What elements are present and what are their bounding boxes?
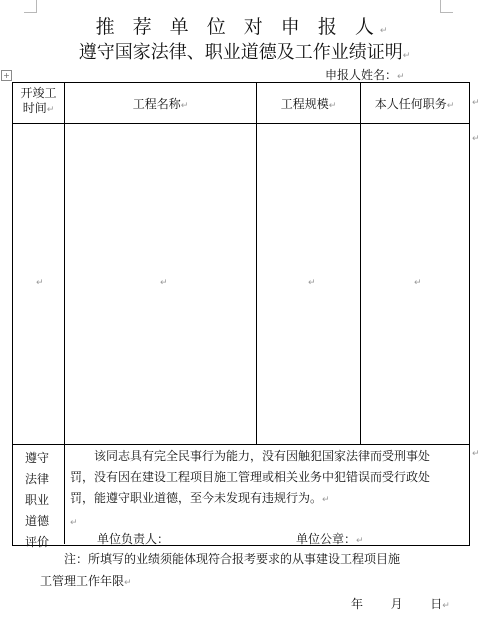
paragraph-mark-icon: ↵ <box>46 105 55 115</box>
paragraph-mark-icon: ↵ <box>322 495 330 505</box>
document-title-line-2: 遵守国家法律、职业道德及工作业绩证明↵ <box>78 42 411 63</box>
paragraph-mark-icon: ↵ <box>70 518 78 528</box>
row-end-mark-icon: ↵ <box>472 98 480 108</box>
table-column-divider <box>360 83 361 444</box>
paragraph-mark-icon: ↵ <box>124 578 132 588</box>
header-cell-period: 开竣工 时间↵ <box>20 86 57 115</box>
paragraph-mark-icon: ↵ <box>356 536 364 546</box>
paragraph-mark-icon: ↵ <box>379 26 394 36</box>
paragraph-mark-icon: ↵ <box>328 101 337 111</box>
paragraph-mark-icon: ↵ <box>446 101 455 111</box>
empty-cell-position[interactable]: ↵ <box>414 278 422 288</box>
evaluation-statement[interactable]: 该同志具有完全民事行为能力，没有因触犯国家法律而受刑事处 罚，没有因在建设工程项目施工管理或相关业务中犯错误而受行政处 罚，能遵守职业道德，至今未发现有违规行为。↵ ↵ <box>70 449 431 528</box>
paragraph-mark-icon: ↵ <box>442 601 450 611</box>
empty-cell-project-name[interactable]: ↵ <box>160 278 168 288</box>
row-end-mark-icon: ↵ <box>472 449 480 459</box>
date-line: 年 月 日↵ <box>351 597 450 611</box>
paragraph-mark-icon: ↵ <box>402 51 411 61</box>
header-cell-position: 本人任何职务↵ <box>374 97 455 111</box>
unit-seal-label: 单位公章：↵ <box>296 532 364 546</box>
table-row-divider <box>13 444 469 445</box>
footnote: 注：所填写的业绩须能体现符合报考要求的从事建设工程项目施 工管理工作年限↵ <box>40 552 401 588</box>
empty-cell-period[interactable]: ↵ <box>36 278 44 288</box>
row-end-mark-icon: ↵ <box>472 134 480 144</box>
unit-head-signature-label: 单位负责人： <box>97 532 170 546</box>
table-column-divider <box>256 83 257 444</box>
header-cell-project-scale: 工程规模↵ <box>280 97 337 111</box>
paragraph-mark-icon: ↵ <box>180 101 189 111</box>
document-title-line-1: 推 荐 单 位 对 申 报 人↵ <box>95 16 394 38</box>
header-cell-project-name: 工程名称↵ <box>132 97 189 111</box>
applicant-name-label: 申报人姓名：↵ <box>325 68 405 82</box>
table-column-divider <box>64 444 65 544</box>
empty-cell-project-scale[interactable]: ↵ <box>308 278 316 288</box>
table-column-divider <box>64 83 65 444</box>
evaluation-side-label: 遵守 法律 职业 道德 评价 <box>24 451 49 549</box>
table-move-handle-icon[interactable]: + <box>1 70 12 81</box>
paragraph-mark-icon: ↵ <box>397 72 405 82</box>
table-row-divider <box>13 123 469 124</box>
